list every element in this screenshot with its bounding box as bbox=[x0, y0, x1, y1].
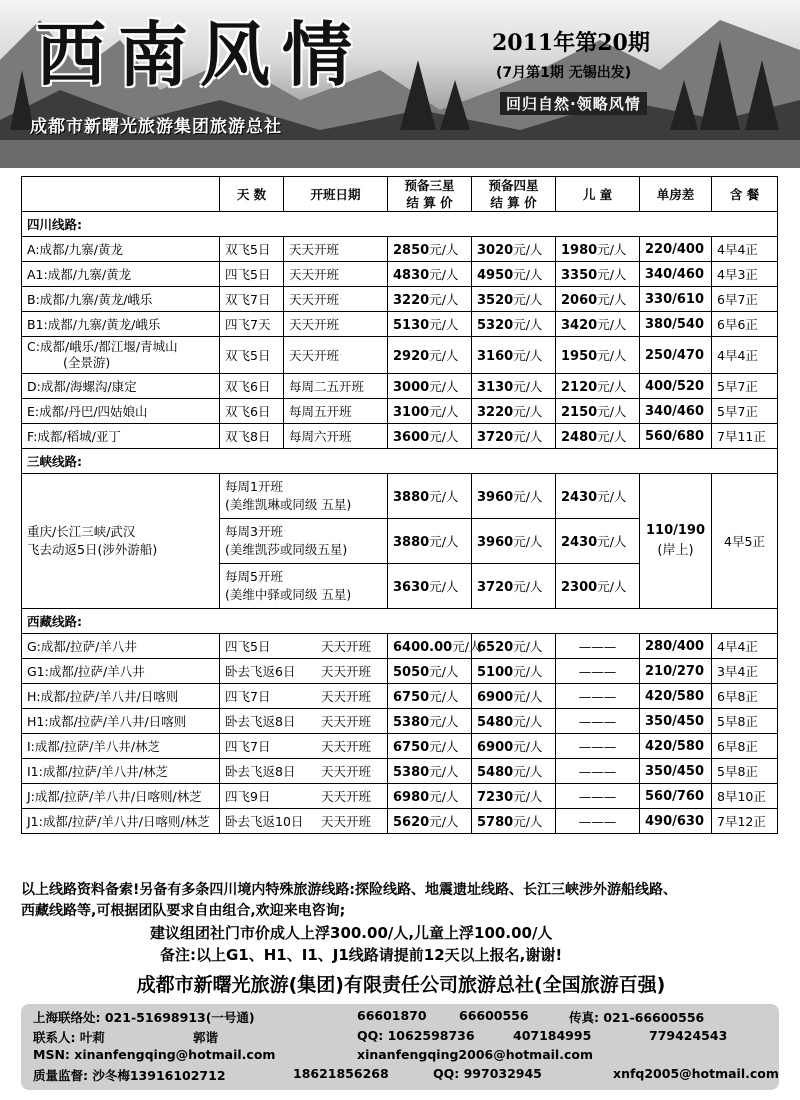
single-supplement: 380/540 bbox=[640, 312, 712, 337]
contact-box bbox=[21, 1004, 779, 1090]
email-2[interactable]: xinanfengqing2006@hotmail.com bbox=[357, 1047, 593, 1062]
single-supplement: 330/610 bbox=[640, 287, 712, 312]
price-four-star: 3020元/人 bbox=[472, 237, 556, 262]
header-route bbox=[22, 177, 220, 212]
single-supplement: 210/270 bbox=[640, 659, 712, 684]
contact-person: 联系人: 叶莉 bbox=[33, 1030, 105, 1045]
price-child: 2480元/人 bbox=[556, 424, 640, 449]
route-name: J:成都/拉萨/羊八井/日喀则/林芝 bbox=[22, 784, 220, 809]
single-supplement: 280/400 bbox=[640, 634, 712, 659]
single-supplement: 220/400 bbox=[640, 237, 712, 262]
price-four-star: 6900元/人 bbox=[472, 734, 556, 759]
brand-title: 西南风情 bbox=[36, 13, 364, 96]
note-line-4: 备注:以上G1、H1、I1、J1线路请提前12天以上报名,谢谢! bbox=[160, 946, 563, 964]
price-child: 1980元/人 bbox=[556, 237, 640, 262]
meals: 5早8正 bbox=[712, 709, 778, 734]
departure-schedule: 每周3开班 (美维凯莎或同级五星) bbox=[220, 519, 388, 564]
price-four-star: 3720元/人 bbox=[472, 564, 556, 609]
price-child: ——— bbox=[556, 659, 640, 684]
price-four-star: 3960元/人 bbox=[472, 519, 556, 564]
departure-schedule: 每周六开班 bbox=[284, 424, 388, 449]
meals: 5早7正 bbox=[712, 374, 778, 399]
sichuan-row bbox=[22, 312, 778, 337]
supervisor-phone-2: 18621856268 bbox=[293, 1066, 389, 1081]
section-sichuan: 四川线路: bbox=[22, 212, 778, 237]
price-child: ——— bbox=[556, 809, 640, 834]
issue-note: (7月第1期 无锡出发) bbox=[496, 65, 632, 81]
supervisor-qq: QQ: 997032945 bbox=[433, 1066, 542, 1081]
price-four-star: 7230元/人 bbox=[472, 784, 556, 809]
trip-days: 卧去飞返6日 天天开班 bbox=[220, 659, 388, 684]
xizang-row bbox=[22, 634, 778, 659]
fax: 传真: 021-66600556 bbox=[569, 1010, 705, 1025]
single-supplement: 350/450 bbox=[640, 759, 712, 784]
trip-days: 双飞5日 bbox=[220, 337, 284, 374]
office-phone-3: 66600556 bbox=[459, 1008, 529, 1023]
price-four-star: 5320元/人 bbox=[472, 312, 556, 337]
route-name: I:成都/拉萨/羊八井/林芝 bbox=[22, 734, 220, 759]
price-three-star: 2920元/人 bbox=[388, 337, 472, 374]
meals: 7早11正 bbox=[712, 424, 778, 449]
trip-days: 四飞9日 天天开班 bbox=[220, 784, 388, 809]
route-name: A:成都/九寨/黄龙 bbox=[22, 237, 220, 262]
single-supplement: 340/460 bbox=[640, 399, 712, 424]
price-four-star: 3720元/人 bbox=[472, 424, 556, 449]
qq-2: 407184995 bbox=[513, 1028, 592, 1043]
single-supplement: 350/450 bbox=[640, 709, 712, 734]
section-xizang: 西藏线路: bbox=[22, 609, 778, 634]
price-child: 2150元/人 bbox=[556, 399, 640, 424]
price-child: ——— bbox=[556, 709, 640, 734]
trip-days: 卧去飞返10日 天天开班 bbox=[220, 809, 388, 834]
meals: 7早12正 bbox=[712, 809, 778, 834]
header-banner bbox=[0, 0, 800, 168]
trip-days: 四飞7日 天天开班 bbox=[220, 684, 388, 709]
meals: 6早8正 bbox=[712, 734, 778, 759]
single-supplement: 560/680 bbox=[640, 424, 712, 449]
price-three-star: 5380元/人 bbox=[388, 759, 472, 784]
departure-schedule: 每周五开班 bbox=[284, 399, 388, 424]
route-name: G:成都/拉萨/羊八井 bbox=[22, 634, 220, 659]
price-four-star: 3160元/人 bbox=[472, 337, 556, 374]
price-child: ——— bbox=[556, 684, 640, 709]
price-three-star: 3220元/人 bbox=[388, 287, 472, 312]
xizang-row bbox=[22, 759, 778, 784]
sichuan-rows bbox=[22, 237, 778, 449]
meals: 4早3正 bbox=[712, 262, 778, 287]
header-days: 天 数 bbox=[220, 177, 284, 212]
sichuan-row bbox=[22, 237, 778, 262]
price-child: 2120元/人 bbox=[556, 374, 640, 399]
price-four-star: 5480元/人 bbox=[472, 759, 556, 784]
sichuan-row bbox=[22, 399, 778, 424]
header-meals: 含 餐 bbox=[712, 177, 778, 212]
msn[interactable]: MSN: xinanfengqing@hotmail.com bbox=[33, 1047, 276, 1062]
departure-schedule: 天天开班 bbox=[284, 287, 388, 312]
note-line-3: 建议组团社门市价成人上浮300.00/人,儿童上浮100.00/人 bbox=[150, 924, 553, 942]
meals: 4早4正 bbox=[712, 634, 778, 659]
office-phone-2: 66601870 bbox=[357, 1008, 427, 1023]
trip-days: 四飞7日 天天开班 bbox=[220, 734, 388, 759]
trip-days: 四飞5日 bbox=[220, 262, 284, 287]
email-3[interactable]: xnfq2005@hotmail.com bbox=[613, 1066, 779, 1081]
xizang-row bbox=[22, 659, 778, 684]
single-supplement: 420/580 bbox=[640, 734, 712, 759]
meals: 4早4正 bbox=[712, 237, 778, 262]
price-three-star: 3630元/人 bbox=[388, 564, 472, 609]
sichuan-row bbox=[22, 287, 778, 312]
price-four-star: 3220元/人 bbox=[472, 399, 556, 424]
sichuan-row bbox=[22, 374, 778, 399]
trip-days: 双飞8日 bbox=[220, 424, 284, 449]
price-four-star: 3520元/人 bbox=[472, 287, 556, 312]
company-full-name: 成都市新曙光旅游(集团)有限责任公司旅游总社(全国旅游百强) bbox=[136, 974, 666, 996]
xizang-row bbox=[22, 684, 778, 709]
xizang-row bbox=[22, 734, 778, 759]
trip-days: 卧去飞返8日 天天开班 bbox=[220, 709, 388, 734]
meals: 5早8正 bbox=[712, 759, 778, 784]
departure-schedule: 天天开班 bbox=[284, 237, 388, 262]
price-table bbox=[21, 176, 778, 834]
price-child: 1950元/人 bbox=[556, 337, 640, 374]
price-three-star: 3880元/人 bbox=[388, 474, 472, 519]
single-supplement: 340/460 bbox=[640, 262, 712, 287]
price-three-star: 6750元/人 bbox=[388, 734, 472, 759]
contact-person-2: 郭谐 bbox=[193, 1030, 219, 1045]
price-three-star: 4830元/人 bbox=[388, 262, 472, 287]
route-name: B:成都/九寨/黄龙/峨乐 bbox=[22, 287, 220, 312]
price-child: 2300元/人 bbox=[556, 564, 640, 609]
route-name: C:成都/峨乐/都江堰/青城山 (全景游) bbox=[22, 337, 220, 374]
price-three-star: 3600元/人 bbox=[388, 424, 472, 449]
route-name: D:成都/海螺沟/康定 bbox=[22, 374, 220, 399]
xizang-row bbox=[22, 809, 778, 834]
office-phone: 上海联络处: 021-51698913(一号通) bbox=[33, 1010, 255, 1025]
header-four-star: 预备四星 结 算 价 bbox=[472, 177, 556, 212]
price-four-star: 3130元/人 bbox=[472, 374, 556, 399]
route-name: B1:成都/九寨/黄龙/峨乐 bbox=[22, 312, 220, 337]
price-four-star: 5780元/人 bbox=[472, 809, 556, 834]
meals: 6早8正 bbox=[712, 684, 778, 709]
qq-3: 779424543 bbox=[649, 1028, 728, 1043]
price-three-star: 6980元/人 bbox=[388, 784, 472, 809]
header-schedule: 开班日期 bbox=[284, 177, 388, 212]
departure-schedule: 每周1开班 (美维凯琳或同级 五星) bbox=[220, 474, 388, 519]
xizang-row bbox=[22, 709, 778, 734]
price-child: 2430元/人 bbox=[556, 519, 640, 564]
sichuan-row bbox=[22, 337, 778, 374]
price-three-star: 3880元/人 bbox=[388, 519, 472, 564]
price-three-star: 6750元/人 bbox=[388, 684, 472, 709]
single-supplement: 490/630 bbox=[640, 809, 712, 834]
price-child: 2060元/人 bbox=[556, 287, 640, 312]
price-three-star: 5050元/人 bbox=[388, 659, 472, 684]
route-name: J1:成都/拉萨/羊八井/日喀则/林芝 bbox=[22, 809, 220, 834]
sanxia-row bbox=[22, 474, 778, 519]
meals: 4早4正 bbox=[712, 337, 778, 374]
departure-schedule: 天天开班 bbox=[284, 312, 388, 337]
route-name: F:成都/稻城/亚丁 bbox=[22, 424, 220, 449]
price-child: ——— bbox=[556, 734, 640, 759]
company-name-banner: 成都市新曙光旅游集团旅游总社 bbox=[30, 117, 282, 137]
price-three-star: 5620元/人 bbox=[388, 809, 472, 834]
single-supplement: 250/470 bbox=[640, 337, 712, 374]
sichuan-row bbox=[22, 262, 778, 287]
xizang-row bbox=[22, 784, 778, 809]
trip-days: 双飞7日 bbox=[220, 287, 284, 312]
price-three-star: 3100元/人 bbox=[388, 399, 472, 424]
price-three-star: 3000元/人 bbox=[388, 374, 472, 399]
departure-schedule: 每周5开班 (美维中驿或同级 五星) bbox=[220, 564, 388, 609]
route-name: H1:成都/拉萨/羊八井/日喀则 bbox=[22, 709, 220, 734]
sanxia-rows bbox=[22, 474, 778, 609]
price-child: 3420元/人 bbox=[556, 312, 640, 337]
price-three-star: 2850元/人 bbox=[388, 237, 472, 262]
price-four-star: 5100元/人 bbox=[472, 659, 556, 684]
price-child: ——— bbox=[556, 634, 640, 659]
route-name: E:成都/丹巴/四姑娘山 bbox=[22, 399, 220, 424]
trip-days: 双飞5日 bbox=[220, 237, 284, 262]
price-child: 3350元/人 bbox=[556, 262, 640, 287]
route-name: G1:成都/拉萨/羊八井 bbox=[22, 659, 220, 684]
single-supplement: 420/580 bbox=[640, 684, 712, 709]
single-supplement: 400/520 bbox=[640, 374, 712, 399]
price-four-star: 5480元/人 bbox=[472, 709, 556, 734]
departure-schedule: 每周二五开班 bbox=[284, 374, 388, 399]
route-name: 重庆/长江三峡/武汉 飞去动返5日(涉外游船) bbox=[22, 474, 220, 609]
route-name: H:成都/拉萨/羊八井/日喀则 bbox=[22, 684, 220, 709]
meals: 3早4正 bbox=[712, 659, 778, 684]
meals: 8早10正 bbox=[712, 784, 778, 809]
issue-number: 2011年第20期 bbox=[492, 30, 650, 56]
route-name: A1:成都/九寨/黄龙 bbox=[22, 262, 220, 287]
xizang-rows bbox=[22, 634, 778, 834]
header-three-star: 预备三星 结 算 价 bbox=[388, 177, 472, 212]
price-four-star: 6520元/人 bbox=[472, 634, 556, 659]
meals: 4早5正 bbox=[712, 474, 778, 609]
route-name: I1:成都/拉萨/羊八井/林芝 bbox=[22, 759, 220, 784]
departure-schedule: 天天开班 bbox=[284, 337, 388, 374]
sichuan-row bbox=[22, 424, 778, 449]
quality-supervisor: 质量监督: 沙冬梅13916102712 bbox=[33, 1068, 226, 1083]
header-single: 单房差 bbox=[640, 177, 712, 212]
price-three-star: 5380元/人 bbox=[388, 709, 472, 734]
price-three-star: 5130元/人 bbox=[388, 312, 472, 337]
single-supplement: 560/760 bbox=[640, 784, 712, 809]
header-child: 儿 童 bbox=[556, 177, 640, 212]
price-four-star: 3960元/人 bbox=[472, 474, 556, 519]
section-sanxia: 三峡线路: bbox=[22, 449, 778, 474]
qq-1: QQ: 1062598736 bbox=[357, 1028, 475, 1043]
trip-days: 卧去飞返8日 天天开班 bbox=[220, 759, 388, 784]
table-header-row bbox=[22, 177, 778, 212]
meals: 6早6正 bbox=[712, 312, 778, 337]
meals: 5早7正 bbox=[712, 399, 778, 424]
trip-days: 四飞5日 天天开班 bbox=[220, 634, 388, 659]
single-supplement: 110/190 (岸上) bbox=[640, 474, 712, 609]
price-child: ——— bbox=[556, 759, 640, 784]
price-child: 2430元/人 bbox=[556, 474, 640, 519]
departure-schedule: 天天开班 bbox=[284, 262, 388, 287]
trip-days: 四飞7天 bbox=[220, 312, 284, 337]
price-three-star: 6400.00元/人 bbox=[388, 634, 472, 659]
note-line-1: 以上线路资料备索!另备有多条四川境内特殊旅游线路:探险线路、地震遗址线路、长江三峡涉外游船线路、 bbox=[21, 882, 677, 898]
note-line-2: 西藏线路等,可根据团队要求自由组合,欢迎来电咨询; bbox=[21, 903, 346, 919]
price-four-star: 6900元/人 bbox=[472, 684, 556, 709]
trip-days: 双飞6日 bbox=[220, 399, 284, 424]
slogan: 回归自然·领略风情 bbox=[500, 92, 647, 115]
meals: 6早7正 bbox=[712, 287, 778, 312]
trip-days: 双飞6日 bbox=[220, 374, 284, 399]
price-child: ——— bbox=[556, 784, 640, 809]
price-four-star: 4950元/人 bbox=[472, 262, 556, 287]
